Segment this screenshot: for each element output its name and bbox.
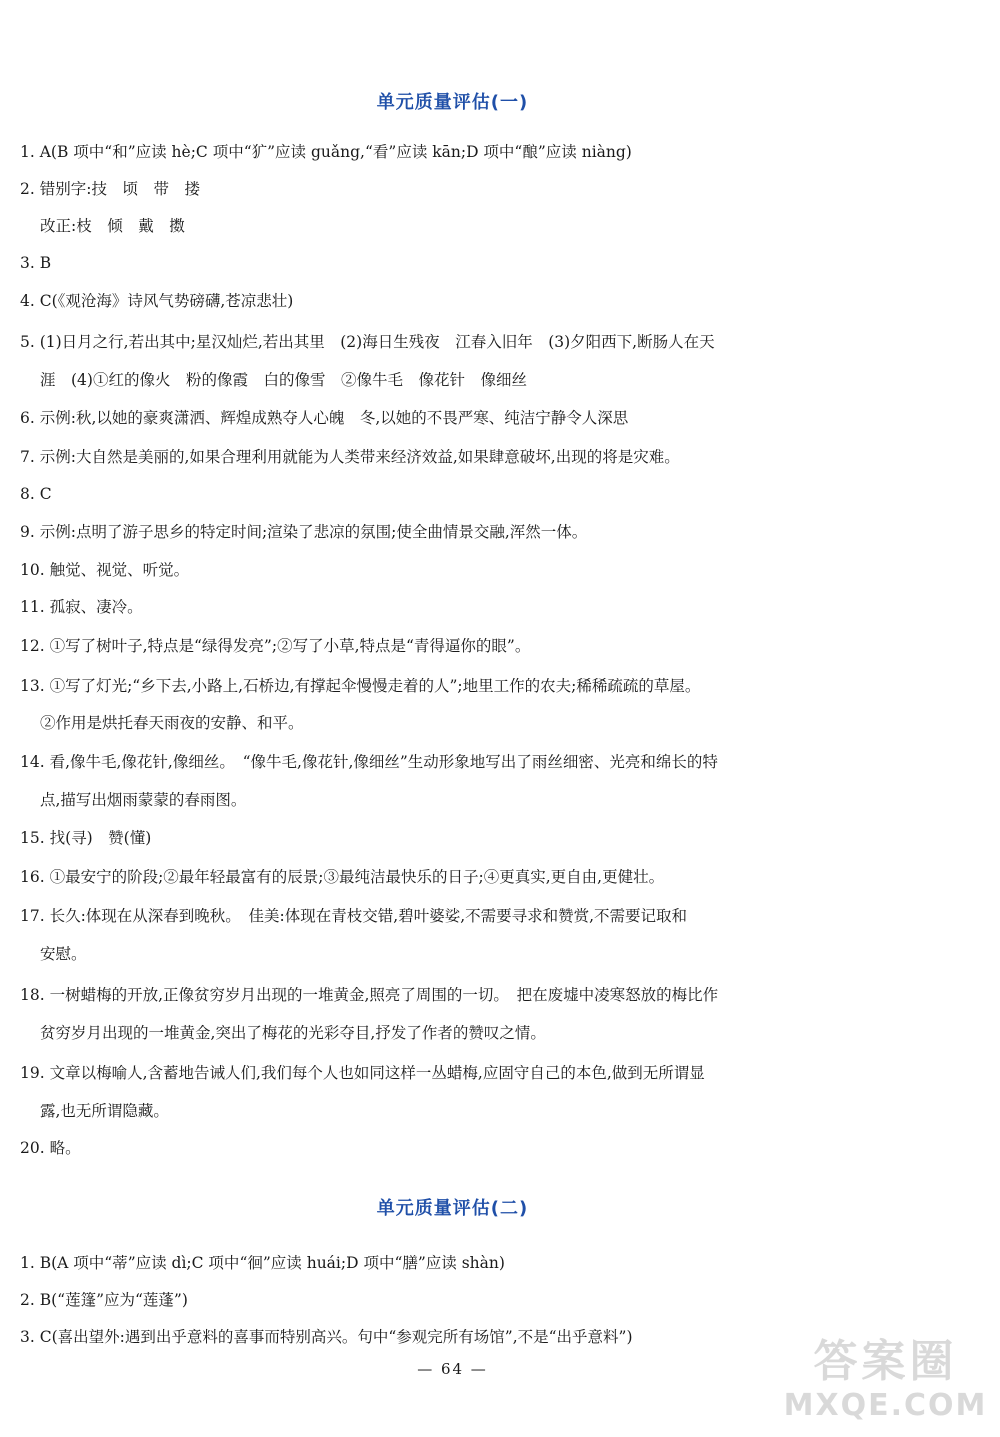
answer-line: 贫穷岁月出现的一堆黄金,突出了梅花的光彩夺目,抒发了作者的赞叹之情。 <box>40 1024 546 1042</box>
answer-line: 改正:枝 倾 戴 擞 <box>40 217 185 235</box>
section-title-2: 单元质量评估(二) <box>376 1198 529 1219</box>
answer-line: 7. 示例:大自然是美丽的,如果合理利用就能为人类带来经济效益,如果肆意破坏,出现的将是灾难。 <box>20 448 680 466</box>
answer-line: 16. ①最安宁的阶段;②最年轻最富有的辰景;③最纯洁最快乐的日子;④更真实,更自由,更健壮。 <box>20 868 665 886</box>
answer-line: 2. B(“莲篷”应为“莲蓬”) <box>20 1291 188 1309</box>
answer-line: 涯 (4)①红的像火 粉的像霞 白的像雪 ②像牛毛 像花针 像细丝 <box>40 371 527 389</box>
answer-line: 12. ①写了树叶子,特点是“绿得发亮”;②写了小草,特点是“青得逼你的眼”。 <box>20 637 531 655</box>
answer-line: 13. ①写了灯光;“乡下去,小路上,石桥边,有撑起伞慢慢走着的人”;地里工作的农夫;稀稀疏疏的草屋。 <box>20 677 701 695</box>
answer-line: 15. 找(寻) 赞(懂) <box>20 829 152 847</box>
answer-line: 6. 示例:秋,以她的豪爽潇洒、辉煌成熟夺人心魄 冬,以她的不畏严寒、纯洁宁静令人深思 <box>20 409 629 427</box>
answer-line: 20. 略。 <box>20 1139 81 1157</box>
answer-line: 点,描写出烟雨蒙蒙的春雨图。 <box>40 791 247 809</box>
answer-line: 5. (1)日月之行,若出其中;星汉灿烂,若出其里 (2)海日生残夜 江春入旧年 (3)夕阳西下,断肠人在天 <box>20 333 715 351</box>
answer-line: 1. A(B 项中“和”应读 hè;C 项中“犷”应读 guǎng,“看”应读 kān;D 项中“酿”应读 niàng) <box>20 143 632 161</box>
answer-line: 3. C(喜出望外:遇到出乎意料的喜事而特别高兴。句中“参观完所有场馆”,不是“出乎意料”) <box>20 1328 633 1346</box>
answer-line: 9. 示例:点明了游子思乡的特定时间;渲染了悲凉的氛围;使全曲情景交融,浑然一体。 <box>20 523 588 541</box>
watermark-logo <box>783 1336 988 1431</box>
answer-line: ②作用是烘托春天雨夜的安静、和平。 <box>40 714 304 732</box>
section-title-1: 单元质量评估(一) <box>376 92 529 113</box>
answer-line: 11. 孤寂、凄冷。 <box>20 598 143 616</box>
answer-line: 4. C(《观沧海》诗风气势磅礴,苍凉悲壮) <box>20 292 294 310</box>
answer-line: 安慰。 <box>40 945 87 963</box>
answer-line: 1. B(A 项中“蒂”应读 dì;C 项中“徊”应读 huái;D 项中“膳”应读 shàn) <box>20 1254 505 1272</box>
answer-line: 19. 文章以梅喻人,含蓄地告诫人们,我们每个人也如同这样一丛蜡梅,应固守自己的本色,做到无所谓显 <box>20 1064 705 1082</box>
answer-line: 14. 看,像牛毛,像花针,像细丝。 “像牛毛,像花针,像细丝”生动形象地写出了雨丝细密、光亮和绵长的特 <box>20 753 718 771</box>
answer-line: 露,也无所谓隐藏。 <box>40 1102 169 1120</box>
watermark-url: MXQE.COM <box>783 1388 988 1423</box>
answer-line: 2. 错别字:技 顷 带 搂 <box>20 180 200 198</box>
answer-line: 18. 一树蜡梅的开放,正像贫穷岁月出现的一堆黄金,照亮了周围的一切。 把在废墟中凌寒怒放的梅比作 <box>20 986 719 1004</box>
answer-line: 8. C <box>20 485 52 503</box>
watermark-text: 答案圈 <box>813 1336 958 1387</box>
page-number: — 64 — <box>417 1360 488 1378</box>
answer-line: 17. 长久:体现在从深春到晚秋。 佳美:体现在青枝交错,碧叶婆娑,不需要寻求和赞赏,不需要记取和 <box>20 907 688 925</box>
answer-line: 3. B <box>20 254 52 272</box>
answer-line: 10. 触觉、视觉、听觉。 <box>20 561 190 579</box>
